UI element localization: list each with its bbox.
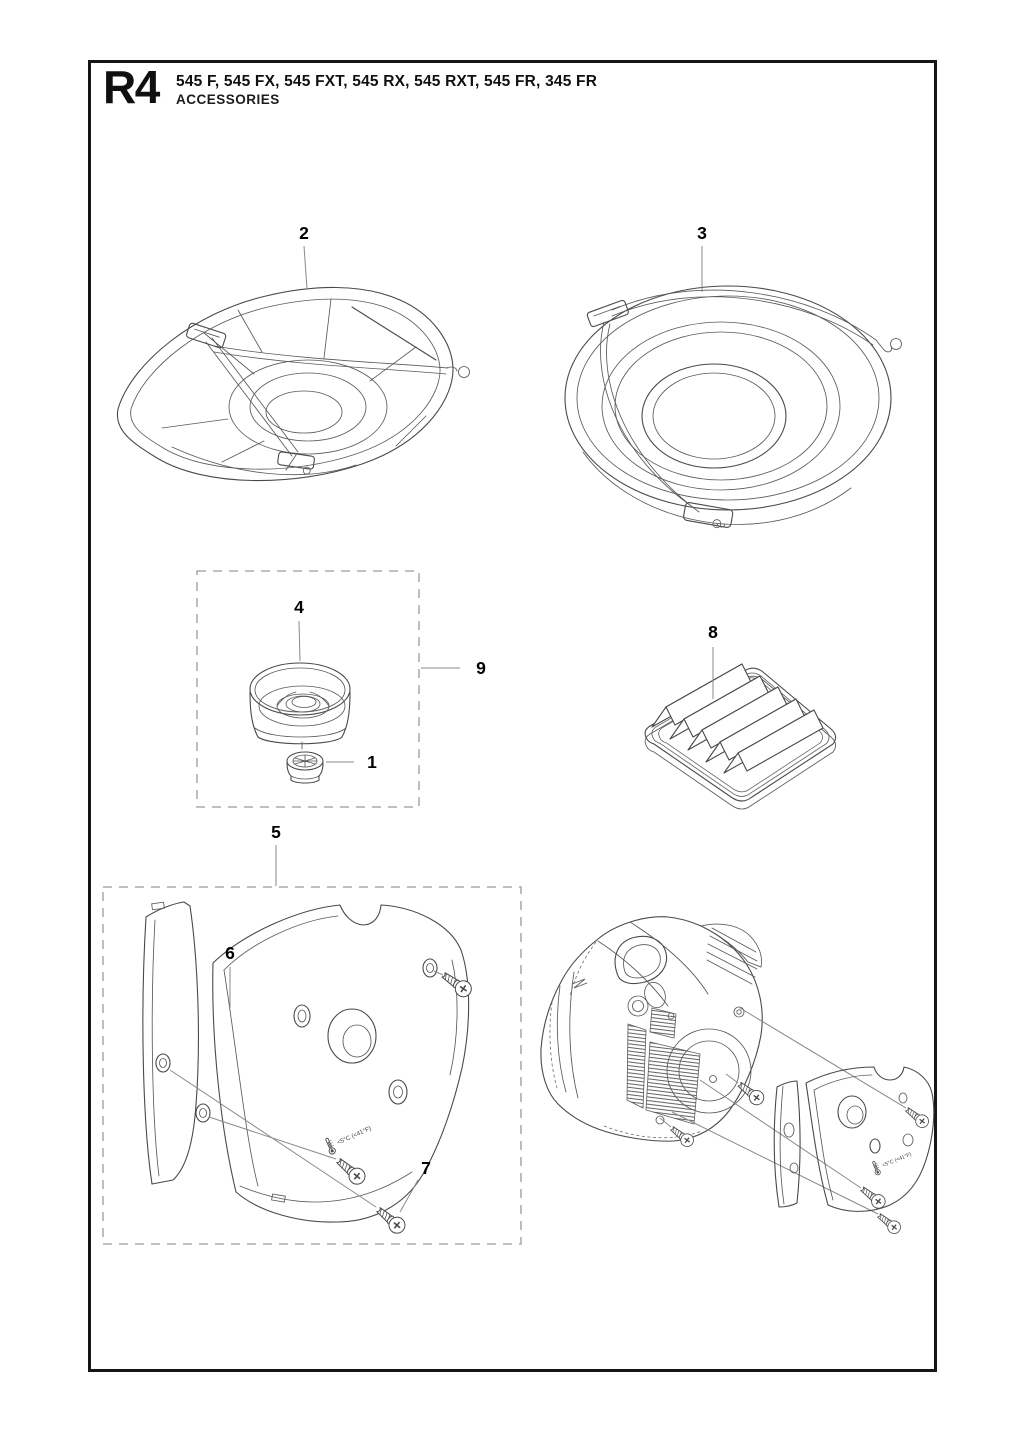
temperature-marking <box>871 1147 914 1176</box>
callout-3 <box>697 223 707 292</box>
cylinder-fins <box>650 1008 676 1038</box>
callout-4-leader <box>299 621 300 661</box>
screw-icon <box>903 1104 931 1130</box>
models-title: 545 F, 545 FX, 545 FXT, 545 RX, 545 RXT, 545 FR, 345 FR <box>176 73 598 90</box>
callout-3-label: 3 <box>697 223 707 243</box>
wire-eyelet <box>891 339 902 350</box>
part-4-trimmer-head-body-drawing <box>250 663 350 749</box>
callout-9 <box>421 658 486 678</box>
callout-6 <box>225 943 235 1008</box>
wire-handle <box>601 290 902 512</box>
screw-icon <box>875 1210 903 1236</box>
callout-1 <box>326 752 377 772</box>
cylinder-fins <box>627 1024 646 1108</box>
thermometer-icon <box>871 1160 882 1175</box>
callout-7 <box>400 1158 431 1212</box>
thermometer-icon <box>324 1137 337 1155</box>
winter-cover-fitting-drawing <box>774 1067 934 1236</box>
screw-icon <box>735 1078 767 1107</box>
temperature-text: <5°C (<41°F) <box>336 1125 373 1147</box>
screw-icon <box>373 1203 408 1236</box>
wire-eyelet <box>459 367 470 378</box>
screw-icon <box>668 1123 696 1149</box>
callout-8-label: 8 <box>708 622 718 642</box>
temperature-marking <box>324 1120 374 1155</box>
part-1-collar-nut-drawing <box>287 752 323 783</box>
assembly-line <box>740 1008 906 1108</box>
callout-1-label: 1 <box>367 752 377 772</box>
wire-clip <box>586 300 629 328</box>
part-2-guard-cover-drawing <box>117 287 469 480</box>
callout-2 <box>299 223 309 289</box>
callout-2-leader <box>304 246 307 289</box>
callout-5 <box>271 822 281 886</box>
callout-4-label: 4 <box>294 597 304 617</box>
part-6-cylinder-cover-drawing <box>143 902 475 1236</box>
callout-2-label: 2 <box>299 223 309 243</box>
callout-7-label: 7 <box>421 1158 431 1178</box>
callout-7-leader <box>400 1180 418 1212</box>
part-8-air-filter-drawing <box>645 664 835 809</box>
filter-pleats <box>652 664 823 773</box>
part-3-guard-cover-drawing <box>565 286 902 530</box>
section-title: ACCESSORIES <box>176 92 280 107</box>
engine-assembly-drawing <box>541 917 906 1214</box>
screw-icon <box>858 1183 888 1211</box>
callout-5-label: 5 <box>271 822 281 842</box>
callout-4 <box>294 597 304 661</box>
page-code: R4 <box>103 61 159 113</box>
kit-9-boundary-box <box>197 571 419 807</box>
wire-clip <box>683 502 734 530</box>
callout-6-label: 6 <box>225 943 235 963</box>
temperature-text: <5°C (<41°F) <box>881 1151 913 1169</box>
callout-9-label: 9 <box>476 658 486 678</box>
cylinder-fins <box>646 1042 700 1124</box>
